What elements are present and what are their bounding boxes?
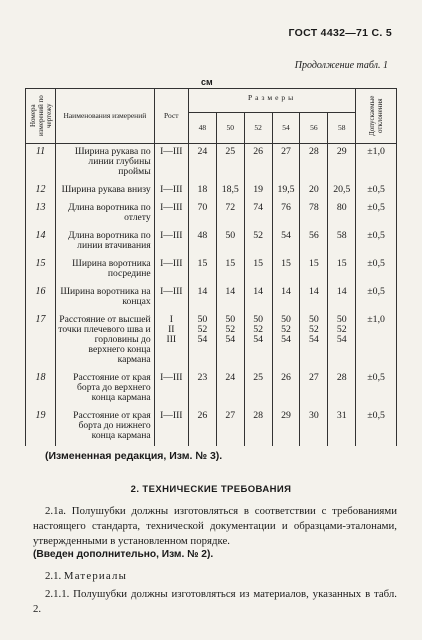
rost-line: II	[168, 324, 175, 335]
row-value: 20	[300, 182, 328, 200]
value-line: 50	[308, 314, 319, 325]
row-value: 20,5	[328, 182, 356, 200]
header-size-56: 56	[300, 113, 328, 144]
row-name: Ширина рукава внизу	[56, 182, 155, 200]
row-rost: I—III	[154, 408, 188, 446]
row-tolerance: ±0,5	[356, 408, 397, 446]
row-value	[216, 312, 244, 370]
row-rost: I—III	[154, 284, 188, 312]
paragraph-2-1-heading	[33, 569, 397, 584]
row-value: 19	[244, 182, 272, 200]
row-value: 72	[216, 200, 244, 228]
row-tolerance: ±1,0	[356, 144, 397, 183]
row-value: 28	[328, 370, 356, 408]
row-value: 29	[272, 408, 300, 446]
row-value: 27	[272, 144, 300, 183]
row-value: 18	[188, 182, 216, 200]
row-number: 11	[26, 144, 56, 183]
table-row	[26, 408, 397, 446]
row-rost: I—III	[154, 144, 188, 183]
row-value: 27	[300, 370, 328, 408]
table-row	[26, 312, 397, 370]
row-name: Ширина рукава по линии глубины проймы	[56, 144, 155, 183]
row-value: 58	[328, 228, 356, 256]
value-line: 54	[281, 334, 291, 345]
row-value: 80	[328, 200, 356, 228]
row-tolerance: ±0,5	[356, 200, 397, 228]
row-name: Расстояние от высшей точки плечевого шва и горловины до верхнего конца кармана	[56, 312, 155, 370]
value-line: 50	[225, 314, 236, 325]
value-line: 54	[197, 334, 208, 345]
header-size-50: 50	[216, 113, 244, 144]
row-rost: I—III	[154, 228, 188, 256]
header-dop: Допускаемые отклонения	[356, 89, 397, 144]
value-line: 52	[225, 324, 236, 335]
row-value: 15	[216, 256, 244, 284]
row-value: 50	[216, 228, 244, 256]
header-size-58: 58	[328, 113, 356, 144]
row-tolerance: ±0,5	[356, 228, 397, 256]
paragraph-2-1-number: 2.1.	[45, 570, 62, 582]
paragraph-2-1a: 2.1а. Полушубки должны изготовляться в соответствии с требованиями настоящего стандарта, технической документации и образцами-эталонами, утвержденными в установленном порядке.	[33, 505, 397, 547]
row-rost: I—III	[154, 200, 188, 228]
row-value	[188, 312, 216, 370]
row-number: 12	[26, 182, 56, 200]
row-value: 29	[328, 144, 356, 183]
row-value: 78	[300, 200, 328, 228]
row-value: 15	[188, 256, 216, 284]
header-size-52: 52	[244, 113, 272, 144]
row-number: 13	[26, 200, 56, 228]
row-value: 14	[188, 284, 216, 312]
table-continuation-label: Продолжение табл. 1	[294, 60, 388, 71]
row-value: 19,5	[272, 182, 300, 200]
value-line: 54	[225, 334, 236, 345]
row-name: Расстояние от края борта до верхнего конца кармана	[56, 370, 155, 408]
value-line: 50	[253, 314, 264, 325]
header-size-54: 54	[272, 113, 300, 144]
row-number: 17	[26, 312, 56, 370]
value-line: 52	[281, 324, 291, 335]
value-line: 54	[253, 334, 264, 345]
row-number: 16	[26, 284, 56, 312]
row-value: 25	[216, 144, 244, 183]
row-value: 26	[244, 144, 272, 183]
header-rost: Рост	[154, 89, 188, 144]
unit-label: см	[201, 77, 213, 87]
row-value: 76	[272, 200, 300, 228]
row-name: Длина воротника по линии втачивания	[56, 228, 155, 256]
row-tolerance: ±1,0	[356, 312, 397, 370]
row-value	[244, 312, 272, 370]
value-line: 50	[336, 314, 347, 325]
row-rost: I—III	[154, 256, 188, 284]
row-rost: I—III	[154, 370, 188, 408]
value-line: 52	[253, 324, 264, 335]
paragraph-2-1a-note: (Введен дополнительно, Изм. № 2).	[33, 549, 214, 560]
row-value: 15	[300, 256, 328, 284]
header-num: Номера измерений по чертежу	[26, 89, 56, 144]
table-row	[26, 256, 397, 284]
row-name: Ширина воротника на концах	[56, 284, 155, 312]
header-name: Наименования измерений	[56, 89, 155, 144]
row-value: 15	[328, 256, 356, 284]
row-value: 56	[300, 228, 328, 256]
row-value: 70	[188, 200, 216, 228]
row-value: 26	[272, 370, 300, 408]
row-value: 25	[244, 370, 272, 408]
row-value: 14	[216, 284, 244, 312]
section-title: 2. ТЕХНИЧЕСКИЕ ТРЕБОВАНИЯ	[130, 484, 292, 495]
value-line: 52	[308, 324, 319, 335]
measurements-table	[25, 88, 397, 446]
amendment-note: (Измененная редакция, Изм. № 3).	[45, 450, 223, 462]
row-value	[272, 312, 300, 370]
row-number: 18	[26, 370, 56, 408]
row-number: 19	[26, 408, 56, 446]
row-value: 14	[272, 284, 300, 312]
row-value: 54	[272, 228, 300, 256]
row-tolerance: ±0,5	[356, 370, 397, 408]
row-value: 14	[300, 284, 328, 312]
rost-line: III	[166, 334, 177, 345]
table-row	[26, 370, 397, 408]
row-value: 18,5	[216, 182, 244, 200]
header-sizes: Размеры	[188, 89, 355, 113]
row-value: 24	[216, 370, 244, 408]
page-header: ГОСТ 4432—71 С. 5	[288, 27, 392, 39]
rost-line: I	[169, 314, 173, 325]
table-row	[26, 228, 397, 256]
row-tolerance: ±0,5	[356, 182, 397, 200]
table-row	[26, 200, 397, 228]
row-tolerance: ±0,5	[356, 256, 397, 284]
row-value: 14	[328, 284, 356, 312]
row-value	[328, 312, 356, 370]
row-value: 31	[328, 408, 356, 446]
paragraph-2-1-title: Материалы	[63, 570, 128, 582]
header-size-48: 48	[188, 113, 216, 144]
row-value: 24	[188, 144, 216, 183]
row-number: 14	[26, 228, 56, 256]
row-value: 15	[244, 256, 272, 284]
row-value: 52	[244, 228, 272, 256]
value-line: 52	[197, 324, 208, 335]
value-line: 52	[336, 324, 347, 335]
row-value: 28	[300, 144, 328, 183]
row-value: 14	[244, 284, 272, 312]
row-value: 28	[244, 408, 272, 446]
row-name: Ширина воротника посредине	[56, 256, 155, 284]
row-value: 48	[188, 228, 216, 256]
row-value	[300, 312, 328, 370]
row-rost: I—III	[154, 182, 188, 200]
value-line: 54	[308, 334, 319, 345]
row-number: 15	[26, 256, 56, 284]
row-value: 15	[272, 256, 300, 284]
row-rost	[154, 312, 188, 370]
value-line: 50	[281, 314, 291, 325]
paragraph-2-1-1: 2.1.1. Полушубки должны изготовляться из материалов, указанных в табл. 2.	[33, 588, 397, 615]
row-value: 74	[244, 200, 272, 228]
row-value: 26	[188, 408, 216, 446]
row-tolerance: ±0,5	[356, 284, 397, 312]
row-value: 23	[188, 370, 216, 408]
table-row	[26, 182, 397, 200]
row-value: 27	[216, 408, 244, 446]
table-row	[26, 144, 397, 183]
table-row	[26, 284, 397, 312]
row-value: 30	[300, 408, 328, 446]
row-name: Расстояние от края борта до нижнего конца кармана	[56, 408, 155, 446]
value-line: 54	[336, 334, 347, 345]
row-name: Длина воротника по отлету	[56, 200, 155, 228]
value-line: 50	[197, 314, 208, 325]
